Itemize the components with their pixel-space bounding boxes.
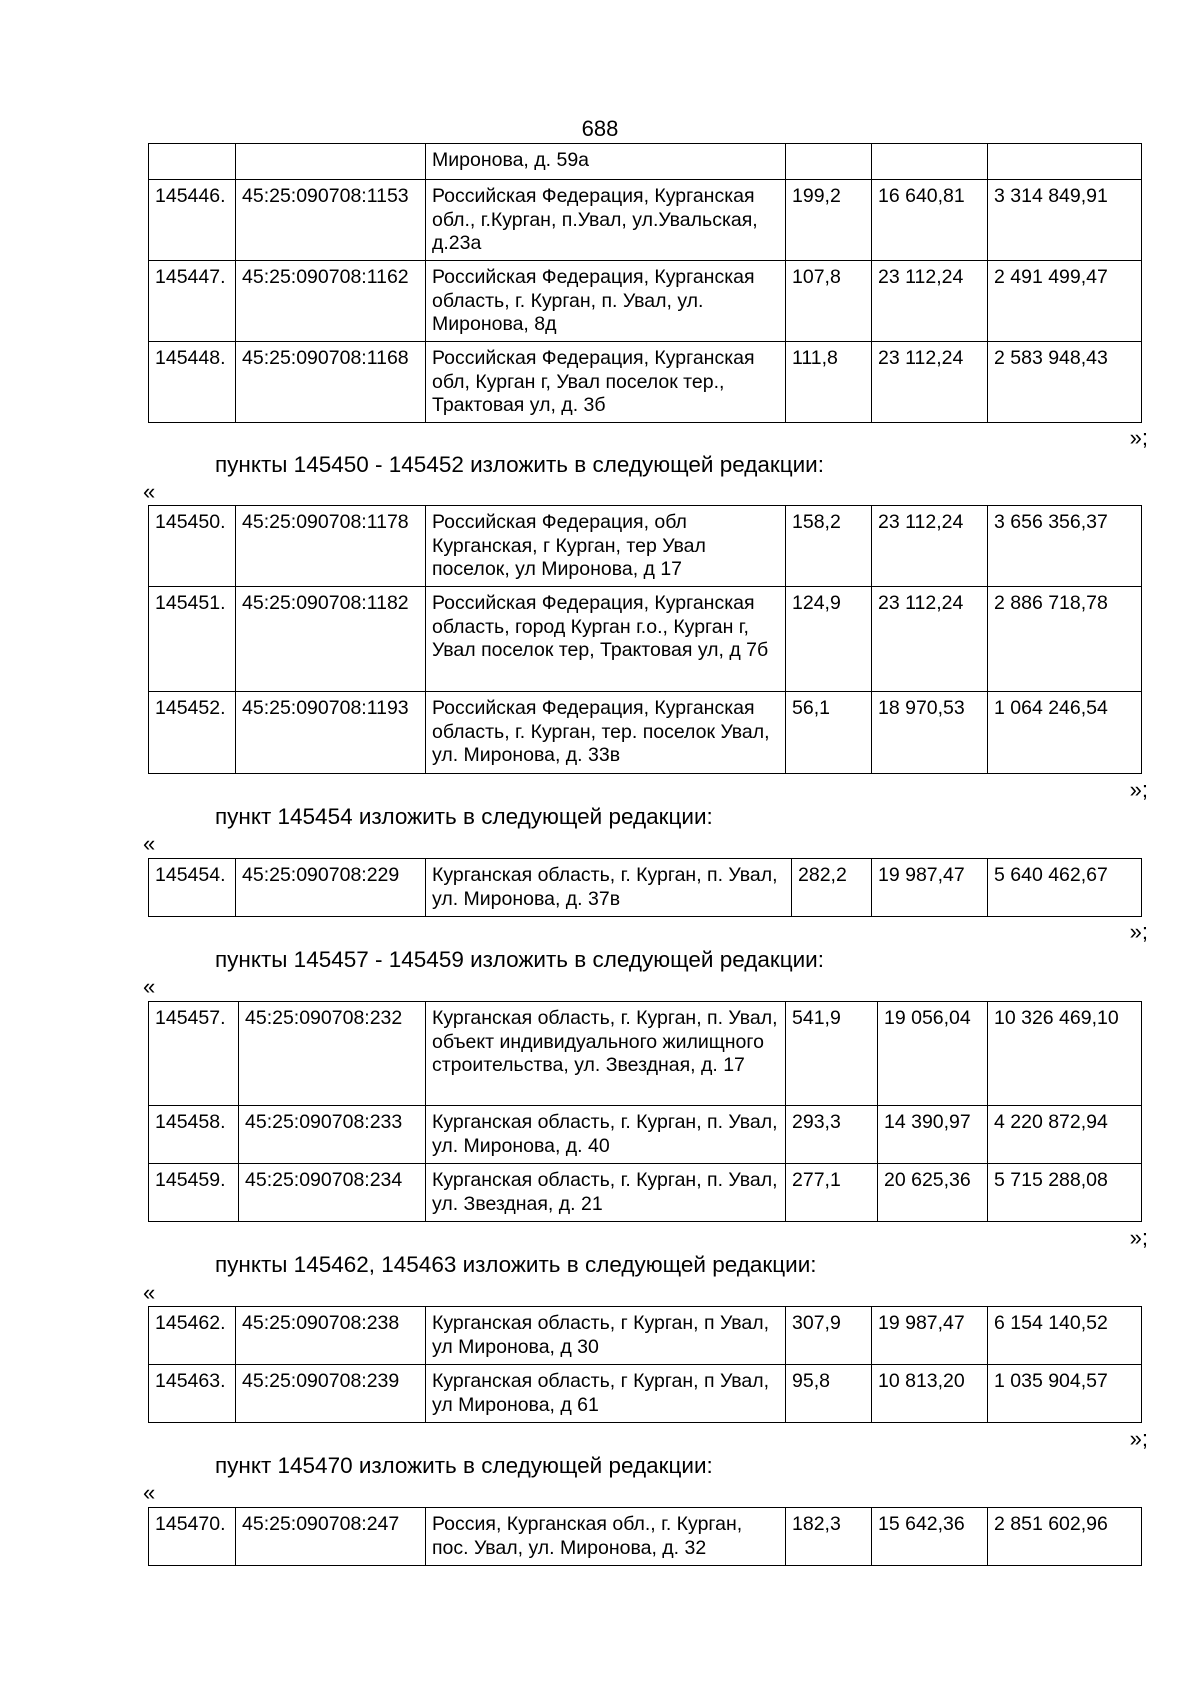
table-row (149, 261, 1142, 342)
cadastral-value: 2 851 602,96 (988, 1508, 1142, 1566)
area (786, 144, 872, 180)
table-row (149, 1002, 1142, 1106)
opening-quote: « (143, 831, 156, 856)
row-number: 145459. (149, 1164, 239, 1222)
cadastral-rate: 19 987,47 (872, 1307, 988, 1365)
table-row (149, 144, 1142, 180)
row-number: 145470. (149, 1508, 236, 1566)
cadastral-value: 2 491 499,47 (988, 261, 1142, 342)
area: 293,3 (786, 1106, 878, 1164)
closing-quote: »; (1129, 1225, 1148, 1250)
cadastral-rate: 20 625,36 (878, 1164, 988, 1222)
cadastral-number: 45:25:090708:1162 (236, 261, 426, 342)
property-table-1 (148, 505, 1142, 774)
opening-quote: « (143, 479, 156, 504)
area: 182,3 (786, 1508, 872, 1566)
closing-quote: »; (1129, 425, 1148, 450)
amendment-heading: пункт 145454 изложить в следующей редакции: (215, 804, 713, 829)
amendment-heading: пункты 145450 - 145452 изложить в следующей редакции: (215, 452, 825, 477)
opening-quote: « (143, 1280, 156, 1305)
row-number: 145463. (149, 1365, 236, 1423)
address: Российская Федерация, Курганская область, город Курган г.о., Курган г, Увал поселок тер, Трактовая ул, д 7б (426, 587, 786, 692)
area: 56,1 (786, 692, 872, 774)
table-row (149, 180, 1142, 261)
cadastral-rate: 19 056,04 (878, 1002, 988, 1106)
row-number: 145451. (149, 587, 236, 692)
cadastral-rate: 23 112,24 (872, 587, 988, 692)
row-number: 145447. (149, 261, 236, 342)
address: Российская Федерация, Курганская область, г. Курган, п. Увал, ул. Миронова, 8д (426, 261, 786, 342)
cadastral-number: 45:25:090708:233 (239, 1106, 426, 1164)
property-table-0 (148, 143, 1142, 423)
cadastral-rate: 16 640,81 (872, 180, 988, 261)
cadastral-value: 2 583 948,43 (988, 342, 1142, 423)
cadastral-number (236, 144, 426, 180)
table-row (149, 1307, 1142, 1365)
cadastral-number: 45:25:090708:1182 (236, 587, 426, 692)
cadastral-value (988, 144, 1142, 180)
cadastral-value: 4 220 872,94 (988, 1106, 1142, 1164)
area: 307,9 (786, 1307, 872, 1365)
page-number: 688 (581, 116, 619, 141)
table-row (149, 587, 1142, 692)
cadastral-number: 45:25:090708:1193 (236, 692, 426, 774)
address: Российская Федерация, Курганская область, г. Курган, тер. поселок Увал, ул. Миронова, д. 33в (426, 692, 786, 774)
table-row (149, 1106, 1142, 1164)
table-row (149, 1164, 1142, 1222)
row-number: 145448. (149, 342, 236, 423)
cadastral-rate: 18 970,53 (872, 692, 988, 774)
cadastral-rate: 23 112,24 (872, 261, 988, 342)
cadastral-number: 45:25:090708:229 (236, 859, 426, 917)
cadastral-number: 45:25:090708:232 (239, 1002, 426, 1106)
row-number (149, 144, 236, 180)
area: 95,8 (786, 1365, 872, 1423)
amendment-heading: пункты 145462, 145463 изложить в следующей редакции: (215, 1252, 817, 1277)
opening-quote: « (143, 974, 156, 999)
cadastral-value: 3 656 356,37 (988, 506, 1142, 587)
address: Российская Федерация, Курганская обл, Курган г, Увал поселок тер., Трактовая ул, д. 3б (426, 342, 786, 423)
amendment-heading: пункты 145457 - 145459 изложить в следующей редакции: (215, 947, 825, 972)
row-number: 145452. (149, 692, 236, 774)
address: Курганская область, г Курган, п Увал, ул Миронова, д 61 (426, 1365, 786, 1423)
cadastral-value: 5 640 462,67 (988, 859, 1142, 917)
cadastral-number: 45:25:090708:1168 (236, 342, 426, 423)
cadastral-rate: 14 390,97 (878, 1106, 988, 1164)
cadastral-number: 45:25:090708:1153 (236, 180, 426, 261)
row-number: 145446. (149, 180, 236, 261)
table-row (149, 1508, 1142, 1566)
area: 111,8 (786, 342, 872, 423)
opening-quote: « (143, 1480, 156, 1505)
table-row (149, 859, 1142, 917)
cadastral-value: 6 154 140,52 (988, 1307, 1142, 1365)
cadastral-rate (872, 144, 988, 180)
cadastral-rate: 10 813,20 (872, 1365, 988, 1423)
area: 541,9 (786, 1002, 878, 1106)
address: Россия, Курганская обл., г. Курган, пос. Увал, ул. Миронова, д. 32 (426, 1508, 786, 1566)
amendment-heading: пункт 145470 изложить в следующей редакции: (215, 1453, 713, 1478)
area: 282,2 (792, 859, 872, 917)
cadastral-rate: 23 112,24 (872, 506, 988, 587)
row-number: 145457. (149, 1002, 239, 1106)
area: 107,8 (786, 261, 872, 342)
address: Миронова, д. 59а (426, 144, 786, 180)
cadastral-value: 1 035 904,57 (988, 1365, 1142, 1423)
table-row (149, 692, 1142, 774)
cadastral-rate: 15 642,36 (872, 1508, 988, 1566)
closing-quote: »; (1129, 919, 1148, 944)
address: Российская Федерация, обл Курганская, г Курган, тер Увал поселок, ул Миронова, д 17 (426, 506, 786, 587)
property-table-4 (148, 1306, 1142, 1423)
cadastral-value: 5 715 288,08 (988, 1164, 1142, 1222)
row-number: 145454. (149, 859, 236, 917)
address: Курганская область, г. Курган, п. Увал, ул. Миронова, д. 37в (426, 859, 792, 917)
address: Курганская область, г Курган, п Увал, ул Миронова, д 30 (426, 1307, 786, 1365)
area: 124,9 (786, 587, 872, 692)
cadastral-rate: 23 112,24 (872, 342, 988, 423)
row-number: 145450. (149, 506, 236, 587)
cadastral-value: 10 326 469,10 (988, 1002, 1142, 1106)
row-number: 145462. (149, 1307, 236, 1365)
address: Российская Федерация, Курганская обл., г.Курган, п.Увал, ул.Увальская, д.23а (426, 180, 786, 261)
row-number: 145458. (149, 1106, 239, 1164)
cadastral-value: 3 314 849,91 (988, 180, 1142, 261)
address: Курганская область, г. Курган, п. Увал, объект индивидуального жилищного строительства, ул. Звездная, д. 17 (426, 1002, 786, 1106)
cadastral-value: 1 064 246,54 (988, 692, 1142, 774)
cadastral-number: 45:25:090708:239 (236, 1365, 426, 1423)
cadastral-number: 45:25:090708:247 (236, 1508, 426, 1566)
property-table-2 (148, 858, 1142, 917)
table-row (149, 506, 1142, 587)
property-table-3 (148, 1001, 1142, 1222)
cadastral-value: 2 886 718,78 (988, 587, 1142, 692)
area: 199,2 (786, 180, 872, 261)
cadastral-number: 45:25:090708:234 (239, 1164, 426, 1222)
area: 158,2 (786, 506, 872, 587)
cadastral-number: 45:25:090708:238 (236, 1307, 426, 1365)
table-row (149, 1365, 1142, 1423)
area: 277,1 (786, 1164, 878, 1222)
cadastral-number: 45:25:090708:1178 (236, 506, 426, 587)
cadastral-rate: 19 987,47 (872, 859, 988, 917)
table-row (149, 342, 1142, 423)
property-table-5 (148, 1507, 1142, 1566)
closing-quote: »; (1129, 1426, 1148, 1451)
address: Курганская область, г. Курган, п. Увал, ул. Звездная, д. 21 (426, 1164, 786, 1222)
closing-quote: »; (1129, 777, 1148, 802)
address: Курганская область, г. Курган, п. Увал, ул. Миронова, д. 40 (426, 1106, 786, 1164)
